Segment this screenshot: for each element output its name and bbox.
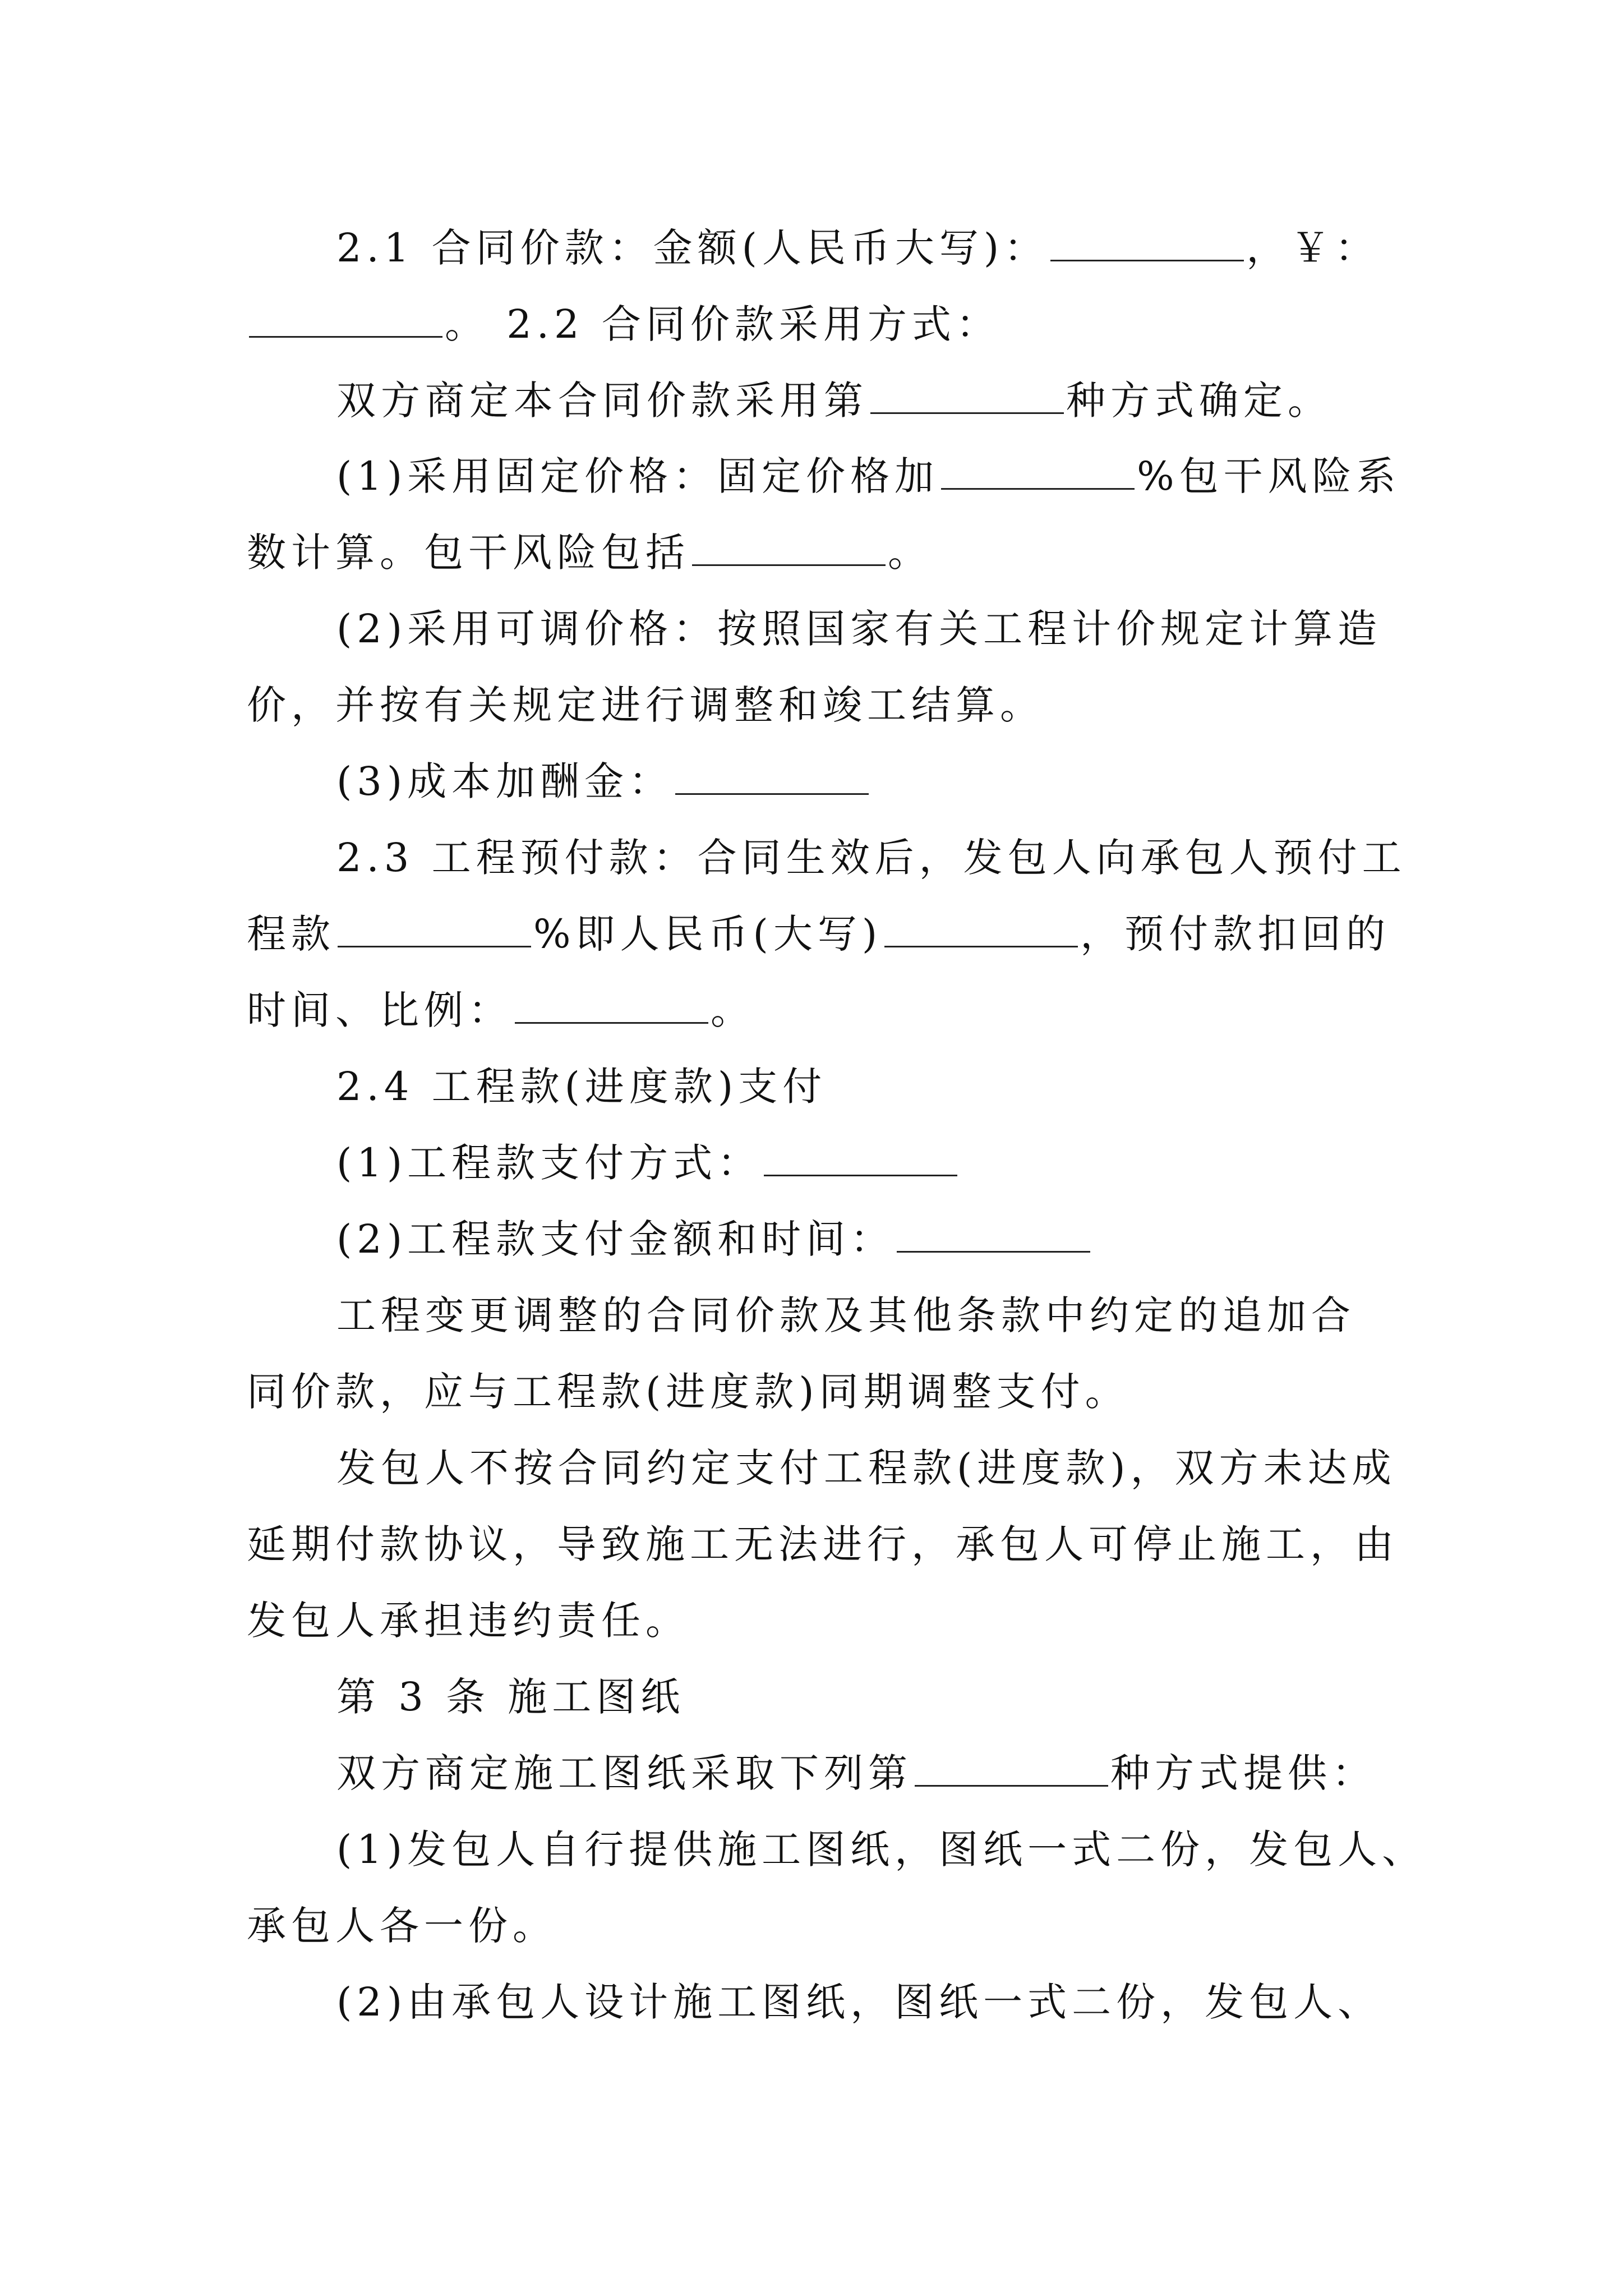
fill-in-blank[interactable] (897, 1217, 1090, 1253)
text-segment: 第 3 条 施工图纸 (336, 1674, 685, 1720)
text-segment: 承包人各一份。 (247, 1903, 557, 1949)
section-heading (0, 1672, 1623, 1722)
text-segment: %即人民币(大写) (533, 911, 883, 957)
fill-in-blank[interactable] (249, 302, 442, 338)
text-segment: ，￥： (1246, 225, 1380, 271)
text-line (0, 1595, 1623, 1646)
text-segment: 双方商定施工图纸采取下列第 (336, 1750, 912, 1796)
text-line (0, 756, 1623, 807)
text-line (0, 1748, 1623, 1798)
text-segment: 工程变更调整的合同价款及其他条款中约定的追加合 (336, 1292, 1355, 1338)
text-line (0, 1138, 1623, 1188)
text-line (0, 1366, 1623, 1417)
fill-in-blank[interactable] (941, 454, 1135, 490)
text-segment: 。 (888, 530, 932, 576)
fill-in-blank[interactable] (692, 531, 886, 566)
text-segment: 双方商定本合同价款采用第 (336, 378, 868, 424)
text-segment: (1)发包人自行提供施工图纸，图纸一式二份，发包人、 (336, 1826, 1427, 1872)
text-segment: 2.1 合同价款：金额(人民币大写)： (336, 225, 1049, 271)
text-line (0, 909, 1623, 959)
text-segment: 数计算。包干风险包括 (247, 530, 690, 576)
fill-in-blank[interactable] (884, 912, 1078, 947)
text-line (0, 832, 1623, 883)
fill-in-blank[interactable] (915, 1751, 1108, 1787)
text-segment: 种方式提供： (1110, 1750, 1376, 1796)
text-line (0, 1214, 1623, 1264)
text-segment: 价，并按有关规定进行调整和竣工结算。 (247, 682, 1044, 728)
text-segment: (3)成本加酬金： (336, 758, 674, 804)
text-segment: 。 (711, 987, 755, 1033)
fill-in-blank[interactable] (764, 1141, 957, 1176)
text-segment: (1)工程款支付方式： (336, 1140, 762, 1186)
text-line (0, 1061, 1623, 1112)
fill-in-blank[interactable] (338, 912, 531, 947)
text-segment: 时间、比例： (247, 987, 513, 1033)
text-line (0, 985, 1623, 1036)
text-line (0, 1519, 1623, 1570)
text-segment: (1)采用固定价格：固定价格加 (336, 453, 939, 499)
text-segment: 程款 (247, 911, 335, 957)
text-line (0, 375, 1623, 426)
fill-in-blank[interactable] (1050, 226, 1244, 261)
text-segment: 2.3 工程预付款：合同生效后，发包人向承包人预付工 (336, 835, 1407, 881)
text-segment: 2.4 工程款(进度款)支付 (336, 1064, 827, 1110)
text-line (0, 1977, 1623, 2027)
fill-in-blank[interactable] (675, 760, 869, 795)
text-line (0, 1824, 1623, 1875)
text-line (0, 1290, 1623, 1341)
text-segment: ，预付款扣回的 (1080, 911, 1391, 957)
text-segment: 延期付款协议，导致施工无法进行，承包人可停止施工，由 (247, 1521, 1399, 1567)
fill-in-blank[interactable] (870, 379, 1064, 414)
text-segment: 发包人不按合同约定支付工程款(进度款)，双方未达成 (336, 1445, 1396, 1491)
text-segment: (2)采用可调价格：按照国家有关工程计价规定计算造 (336, 606, 1382, 652)
text-line (0, 1443, 1623, 1493)
fill-in-blank[interactable] (515, 988, 708, 1024)
text-segment: 发包人承担违约责任。 (247, 1598, 690, 1644)
text-line (0, 451, 1623, 501)
text-segment: (2)由承包人设计施工图纸，图纸一式二份，发包人、 (336, 1979, 1382, 2025)
text-segment: 。 2.2 合同价款采用方式： (445, 301, 1000, 347)
text-line (0, 604, 1623, 654)
text-segment: 种方式确定。 (1066, 378, 1332, 424)
text-segment: %包干风险系 (1137, 453, 1401, 499)
text-line (0, 680, 1623, 730)
text-line (0, 299, 1623, 349)
text-segment: (2)工程款支付金额和时间： (336, 1216, 895, 1262)
text-line (0, 223, 1623, 273)
text-line (0, 1901, 1623, 1951)
text-segment: 同价款，应与工程款(进度款)同期调整支付。 (247, 1369, 1129, 1415)
text-line (0, 527, 1623, 578)
